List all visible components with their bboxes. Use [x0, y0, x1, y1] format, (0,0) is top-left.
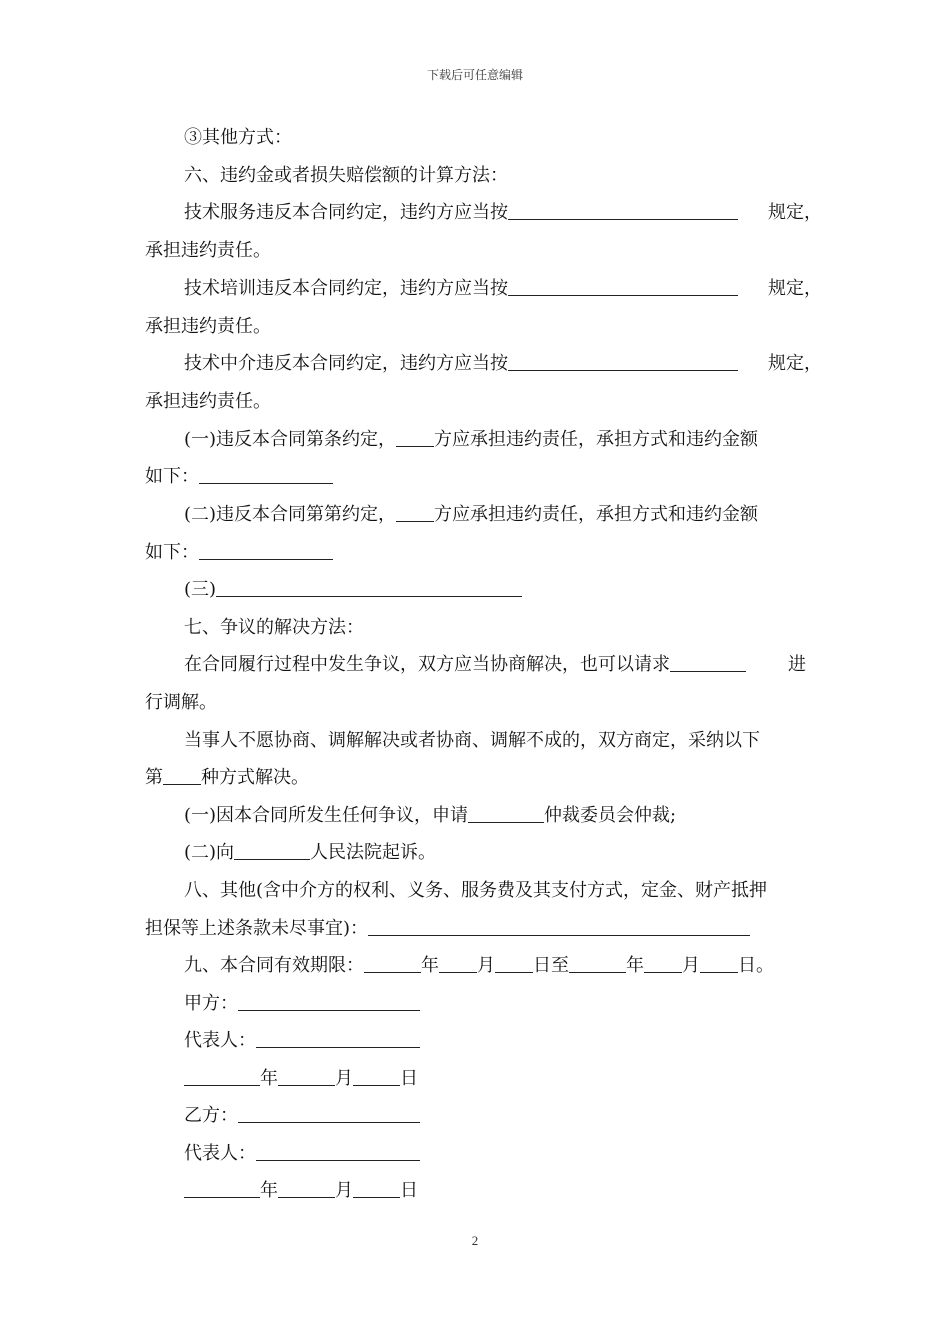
tech-training-blank[interactable] — [508, 277, 738, 296]
tech-training-clause — [184, 277, 738, 301]
dispute-method-choice — [145, 766, 309, 790]
breach-three-label: (三) — [184, 579, 217, 600]
party-b-line — [184, 1104, 420, 1128]
page-header: 下载后可任意编辑 — [426, 68, 523, 82]
party-a-day-label: 日 — [400, 1068, 418, 1089]
tech-service-clause — [184, 201, 738, 225]
party-a-month-blank[interactable] — [278, 1067, 335, 1086]
term-start-day-blank[interactable] — [495, 954, 533, 973]
dispute-method-suffix: 种方式解决。 — [201, 767, 309, 788]
term-day-to-label: 日至 — [533, 955, 569, 976]
section-six-heading: 六、违约金或者损失赔偿额的计算方法： — [184, 165, 508, 186]
arbitration-blank[interactable] — [468, 804, 544, 823]
party-b-rep-line — [184, 1142, 420, 1166]
term-start-year-blank[interactable] — [364, 954, 421, 973]
party-b-label: 乙方： — [184, 1105, 238, 1126]
party-b-day-blank[interactable] — [353, 1179, 400, 1198]
arbitration-text: (一)因本合同所发生任何争议，申请 — [184, 805, 469, 826]
breach-two-follows-label: 如下： — [145, 542, 199, 563]
party-b-rep-label: 代表人： — [184, 1143, 256, 1164]
breach-two-party-blank[interactable] — [396, 503, 434, 522]
party-b-rep-blank[interactable] — [256, 1142, 420, 1161]
tech-agency-suffix: 规定， — [768, 353, 822, 374]
tech-service-suffix: 规定， — [768, 202, 822, 223]
breach-one-follows-blank[interactable] — [199, 465, 333, 484]
term-end-year-blank[interactable] — [569, 954, 626, 973]
dispute-method-clause: 当事人不愿协商、调解解决或者协商、调解不成的，双方商定，采纳以下 — [184, 730, 760, 751]
term-day-label: 日。 — [738, 955, 774, 976]
section-eight-text: 担保等上述条款未尽事宜)： — [145, 918, 369, 939]
party-a-day-blank[interactable] — [353, 1067, 400, 1086]
party-b-day-label: 日 — [400, 1180, 418, 1201]
party-a-label: 甲方： — [184, 993, 238, 1014]
page-number: 2 — [471, 1233, 479, 1248]
litigation-blank[interactable] — [234, 841, 310, 860]
tech-service-blank[interactable] — [508, 201, 738, 220]
term-start-month-blank[interactable] — [439, 954, 477, 973]
term-end-month-blank[interactable] — [644, 954, 682, 973]
dispute-method-blank[interactable] — [163, 766, 201, 785]
breach-one-party-blank[interactable] — [396, 428, 434, 447]
party-a-blank[interactable] — [238, 992, 420, 1011]
tech-training-text: 技术培训违反本合同约定，违约方应当按 — [184, 278, 508, 299]
breach-two-text-2: 方应承担违约责任，承担方式和违约金额 — [434, 504, 759, 525]
party-a-line — [184, 992, 420, 1016]
section-eight-heading: 八、其他(含中介方的权利、义务、服务费及其支付方式，定金、财产抵押 — [184, 880, 768, 901]
breach-two-clause — [184, 503, 758, 527]
section-eight-blank[interactable] — [368, 917, 750, 936]
breach-one-clause — [184, 428, 758, 452]
term-end-day-blank[interactable] — [700, 954, 738, 973]
line-other-methods: ③其他方式： — [184, 127, 292, 148]
tech-service-text: 技术服务违反本合同约定，违约方应当按 — [184, 202, 508, 223]
party-b-blank[interactable] — [238, 1104, 420, 1123]
mediation-clause — [184, 653, 746, 677]
tech-agency-clause — [184, 352, 738, 376]
term-year-label: 年 — [421, 955, 439, 976]
mediation-continued: 行调解。 — [145, 692, 217, 713]
party-b-year-label: 年 — [260, 1180, 278, 1201]
breach-one-follows-label: 如下： — [145, 466, 199, 487]
section-seven-heading: 七、争议的解决方法： — [184, 617, 364, 638]
tech-agency-liability: 承担违约责任。 — [145, 391, 271, 412]
litigation-option — [184, 841, 436, 865]
arbitration-text-2: 仲裁委员会仲裁; — [544, 805, 677, 826]
mediation-blank[interactable] — [670, 653, 746, 672]
tech-agency-blank[interactable] — [508, 352, 738, 371]
breach-two-follows — [145, 541, 333, 565]
party-a-year-blank[interactable] — [184, 1067, 260, 1086]
tech-service-liability: 承担违约责任。 — [145, 240, 271, 261]
breach-two-follows-blank[interactable] — [199, 541, 333, 560]
mediation-suffix: 进 — [788, 654, 806, 675]
term-month2-label: 月 — [682, 955, 700, 976]
litigation-text: (二)向 — [184, 842, 235, 863]
section-nine-term — [184, 954, 774, 978]
tech-training-suffix: 规定， — [768, 278, 822, 299]
party-a-date-line — [184, 1067, 418, 1091]
party-a-rep-blank[interactable] — [256, 1029, 420, 1048]
party-b-date-line — [184, 1179, 418, 1203]
party-b-year-blank[interactable] — [184, 1179, 260, 1198]
term-year2-label: 年 — [626, 955, 644, 976]
breach-three-blank[interactable] — [216, 578, 522, 597]
mediation-text: 在合同履行过程中发生争议，双方应当协商解决，也可以请求 — [184, 654, 670, 675]
party-b-month-label: 月 — [335, 1180, 353, 1201]
tech-agency-text: 技术中介违反本合同约定，违约方应当按 — [184, 353, 508, 374]
breach-three-clause — [184, 578, 522, 602]
arbitration-option — [184, 804, 676, 828]
section-eight-continued — [145, 917, 750, 941]
breach-two-text: (二)违反本合同第第约定， — [184, 504, 397, 525]
party-b-month-blank[interactable] — [278, 1179, 335, 1198]
litigation-text-2: 人民法院起诉。 — [310, 842, 437, 863]
tech-training-liability: 承担违约责任。 — [145, 316, 271, 337]
term-label: 九、本合同有效期限： — [184, 955, 364, 976]
party-a-rep-line — [184, 1029, 420, 1053]
breach-one-text-2: 方应承担违约责任，承担方式和违约金额 — [434, 429, 759, 450]
term-month-label: 月 — [477, 955, 495, 976]
breach-one-text: (一)违反本合同第条约定， — [184, 429, 397, 450]
party-a-year-label: 年 — [260, 1068, 278, 1089]
dispute-method-prefix: 第 — [145, 767, 163, 788]
party-a-rep-label: 代表人： — [184, 1030, 256, 1051]
party-a-month-label: 月 — [335, 1068, 353, 1089]
breach-one-follows — [145, 465, 333, 489]
